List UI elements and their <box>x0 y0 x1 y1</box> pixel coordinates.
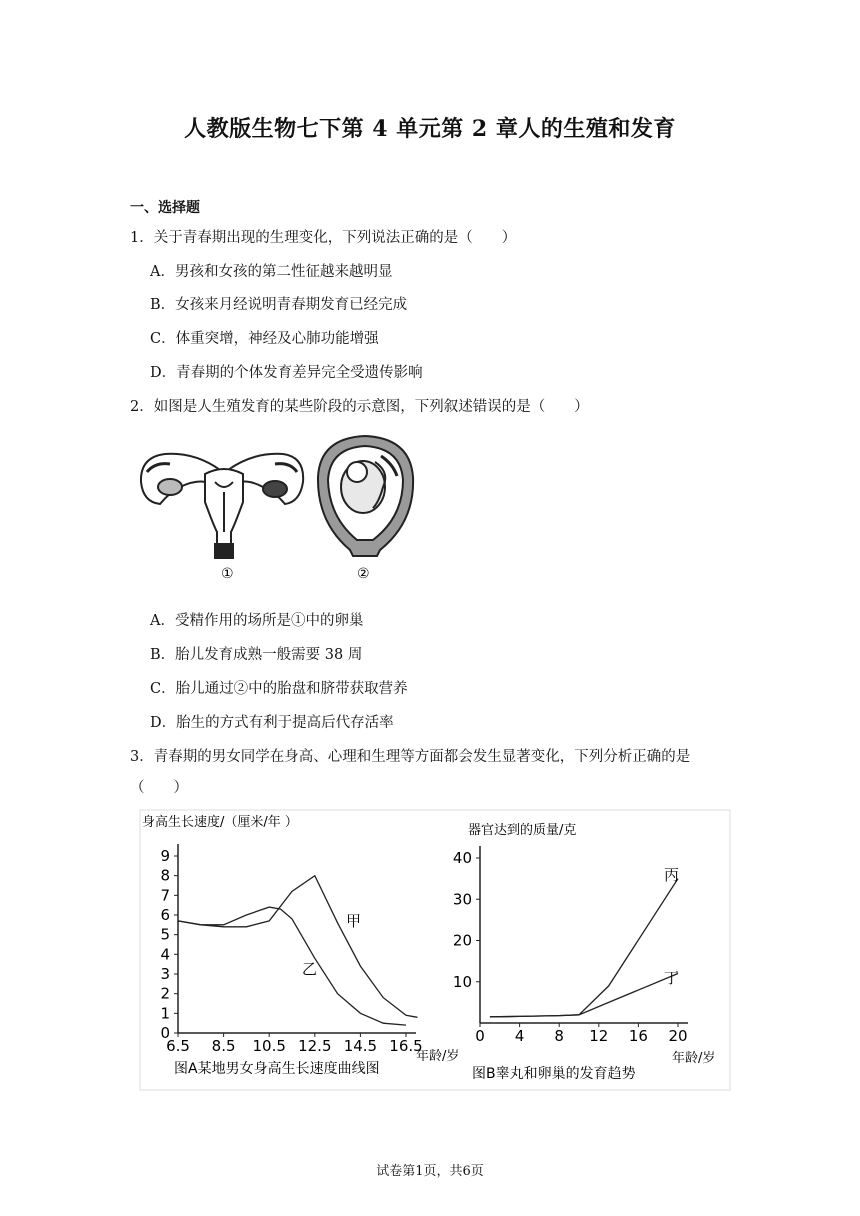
series-line-乙 <box>178 907 406 1025</box>
chart-a-ylabel: 身高生长速度/（厘米/年 ） <box>142 815 298 830</box>
x-tick-label: 8 <box>554 1027 564 1045</box>
y-tick-label: 30 <box>452 890 472 909</box>
q1-option-d: D．青春期的个体发育差异完全受遗传影响 <box>150 365 423 381</box>
y-tick-label: 0 <box>160 1024 170 1042</box>
chart-a <box>160 844 422 1055</box>
x-tick-label: 12.5 <box>298 1037 332 1055</box>
chart-b-ylabel: 器官达到的质量/克 <box>468 823 577 838</box>
series-label: 乙 <box>302 960 318 978</box>
x-tick-label: 6.5 <box>166 1037 190 1055</box>
chart-b-xlabel: 年龄/岁 <box>672 1051 716 1066</box>
chart-a-xlabel: 年龄/岁 <box>416 1049 460 1064</box>
y-tick-label: 4 <box>160 945 170 964</box>
question-3-stem-line1: 3．青春期的男女同学在身高、心理和生理等方面都会发生显著变化，下列分析正确的是 <box>130 749 691 765</box>
x-tick-label: 8.5 <box>211 1037 236 1055</box>
question-3-stem-line2: （ ） <box>130 780 188 796</box>
page-footer: 试卷第1页，共6页 <box>376 1164 484 1179</box>
series-label: 丁 <box>664 969 680 987</box>
y-tick-label: 40 <box>452 849 472 867</box>
q1-option-a: A．男孩和女孩的第二性征越来越明显 <box>150 264 393 280</box>
y-tick-label: 2 <box>160 984 170 1003</box>
question-2-stem: 2．如图是人生殖发育的某些阶段的示意图，下列叙述错误的是（ ） <box>130 399 589 415</box>
growth-charts <box>138 808 733 1093</box>
figure-label-1: ① <box>221 566 234 582</box>
chart-b-title: 图B睾丸和卵巢的发育趋势 <box>472 1066 636 1082</box>
q2-option-c: C．胎儿通过②中的胎盘和脐带获取营养 <box>150 681 408 697</box>
x-tick-label: 14.5 <box>343 1037 378 1055</box>
q2-option-d: D．胎生的方式有利于提高后代存活率 <box>150 715 394 731</box>
series-line-丙 <box>490 879 678 1017</box>
q1-option-b: B．女孩来月经说明青春期发育已经完成 <box>150 297 408 313</box>
q2-option-b: B．胎儿发育成熟一般需要 38 周 <box>150 647 363 663</box>
question-1-stem: 1．关于青春期出现的生理变化，下列说法正确的是（ ） <box>130 230 517 246</box>
female-reproductive-system-illustration <box>141 454 303 558</box>
series-line-甲 <box>178 876 417 1018</box>
y-tick-label: 20 <box>452 931 472 950</box>
x-tick-label: 16 <box>628 1027 648 1045</box>
series-label: 甲 <box>346 912 362 930</box>
x-tick-label: 16.5 <box>389 1037 423 1055</box>
chart-a-title: 图A某地男女身高生长速度曲线图 <box>174 1061 380 1077</box>
x-tick-label: 4 <box>514 1027 525 1045</box>
x-tick-label: 20 <box>668 1027 688 1045</box>
y-tick-label: 1 <box>160 1004 170 1023</box>
q2-option-a: A．受精作用的场所是①中的卵巢 <box>150 613 364 629</box>
fetus-in-uterus-illustration <box>318 436 413 556</box>
y-tick-label: 5 <box>160 925 170 944</box>
page-title: 人教版生物七下第 4 单元第 2 章人的生殖和发育 <box>184 116 676 142</box>
y-tick-label: 10 <box>452 972 472 991</box>
y-tick-label: 8 <box>160 866 170 885</box>
series-label: 丙 <box>664 866 680 884</box>
reproductive-figure <box>135 432 415 582</box>
x-tick-label: 12 <box>589 1027 609 1045</box>
x-tick-label: 10.5 <box>252 1037 286 1055</box>
chart-b <box>453 846 688 1045</box>
y-tick-label: 9 <box>160 847 170 865</box>
y-tick-label: 6 <box>160 906 170 924</box>
section-heading: 一、选择题 <box>130 200 200 216</box>
x-tick-label: 0 <box>475 1027 485 1045</box>
q1-option-c: C．体重突增，神经及心肺功能增强 <box>150 331 379 347</box>
y-tick-label: 3 <box>160 965 170 983</box>
y-tick-label: 7 <box>160 886 170 905</box>
figure-label-2: ② <box>357 566 370 582</box>
